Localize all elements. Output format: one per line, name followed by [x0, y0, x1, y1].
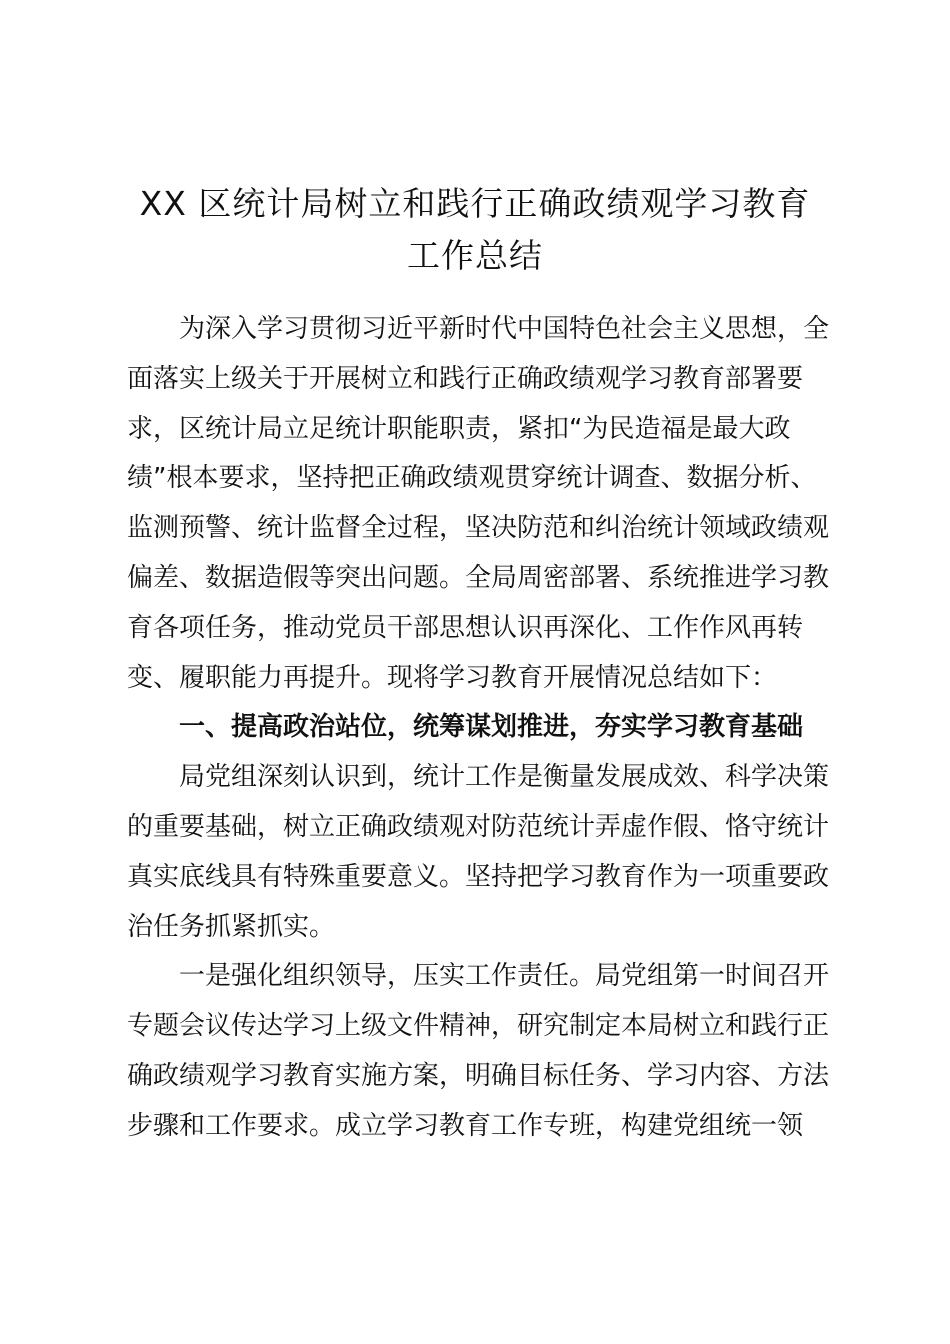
paragraph-line: 为深入学习贯彻习近平新时代中国特色社会主义思想，全 [179, 314, 830, 344]
paragraph-line: 局党组深刻认识到，统计工作是衡量发展成效、科学决策 [179, 762, 830, 793]
paragraph-line: 面落实上级关于开展树立和践行正确政绩观学习教育部署要 [127, 363, 804, 394]
paragraph-line: 专题会议传达学习上级文件精神，研究制定本局树立和践行正 [127, 1011, 830, 1042]
section-heading [127, 703, 827, 753]
paragraph-line: 监测预警、统计监督全过程，坚决防范和纠治统计领域政绩观 [127, 513, 830, 544]
paragraph-line: 确政绩观学习教育实施方案，明确目标任务、学习内容、方法 [127, 1060, 830, 1091]
title-line: XX 区统计局树立和践行正确政绩观学习教育 [139, 184, 811, 223]
paragraph-line: 绩”根本要求，坚持把正确政绩观贯穿统计调查、数据分析、 [127, 463, 817, 494]
document-body [127, 305, 830, 1152]
paragraph-line: 治任务抓紧抓实。 [127, 911, 336, 942]
heading-line: 一、提高政治站位，统筹谋划推进，夯实学习教育基础 [179, 712, 804, 743]
paragraph-line: 真实底线具有特殊重要意义。坚持把学习教育作为一项重要政 [127, 861, 830, 892]
paragraph-line: 育各项任务，推动党员干部思想认识再深化、工作作风再转 [127, 612, 804, 643]
paragraph-line: 求，区统计局立足统计职能职责，紧扣“为民造福是最大政 [127, 413, 791, 444]
paragraph-line: 偏差、数据造假等突出问题。全局周密部署、系统推进学习教 [127, 562, 830, 593]
paragraph-line: 步骤和工作要求。成立学习教育工作专班，构建党组统一领 [127, 1110, 804, 1141]
intro-paragraph [127, 305, 830, 703]
paragraph-line: 的重要基础，树立正确政绩观对防范统计弄虚作假、恪守统计 [127, 811, 830, 842]
paragraph-line: 一是强化组织领导，压实工作责任。局党组第一时间召开 [179, 961, 830, 992]
document-title [100, 178, 850, 282]
section-paragraph [127, 952, 830, 1151]
title-line: 工作总结 [407, 236, 543, 275]
paragraph-line: 变、履职能力再提升。现将学习教育开展情况总结如下： [127, 662, 778, 693]
section-paragraph [127, 753, 830, 952]
